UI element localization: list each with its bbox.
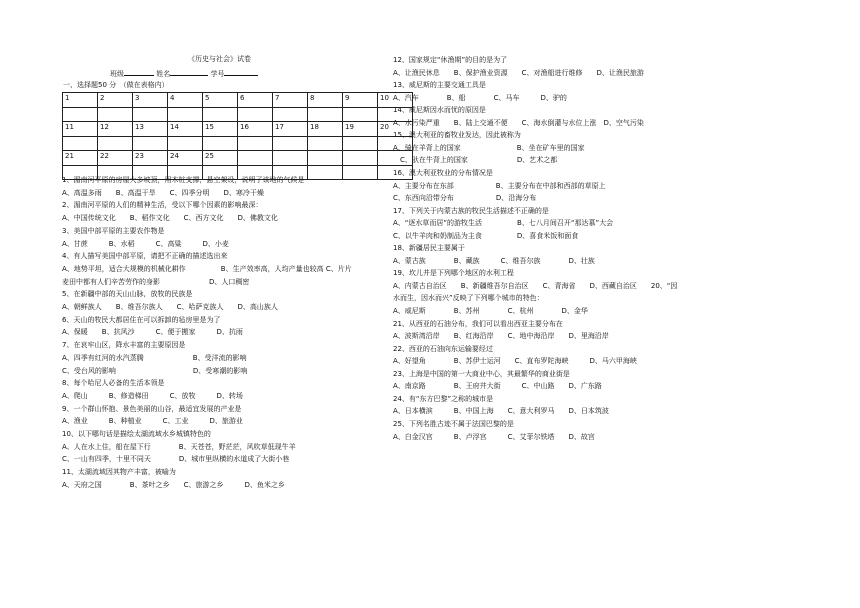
answer-cell[interactable]: 9	[343, 93, 378, 108]
question-line: A、高温多雨 B、高温干旱 C、四季分明 D、寒冷干燥	[62, 188, 264, 197]
question-line: A、天府之国 B、茶叶之乡 C、旅游之乡 D、鱼米之乡	[62, 480, 285, 489]
answer-cell[interactable]: 12	[98, 122, 133, 137]
answer-cell[interactable]: 18	[308, 122, 343, 137]
table-row	[63, 151, 413, 166]
section-heading: 一、选择题50 分 （做在表格内）	[63, 81, 169, 89]
answer-blank[interactable]	[273, 137, 308, 151]
answer-blank[interactable]	[238, 137, 273, 151]
answer-blank[interactable]	[63, 137, 98, 151]
question-line: 水而生，因水而兴”反映了下列哪个城市的特色：	[393, 294, 544, 303]
question-line: A、渔业 B、种植业 C、工业 D、旅游业	[62, 417, 243, 426]
question-line: 22、西亚的石油向东运输要经过	[393, 344, 493, 353]
question-line: 18、新疆居民主要属于	[393, 244, 465, 253]
question-line: 6、天山的牧民大都居住在可以拆卸的毡房里是为了	[62, 315, 221, 324]
answer-blank[interactable]	[238, 108, 273, 122]
question-line: A、人在水上住，船在屋下行 B、天苍苍，野茫茫，风吹草低现牛羊	[62, 442, 296, 451]
answer-cell[interactable]: 7	[273, 93, 308, 108]
answer-cell[interactable]	[308, 151, 343, 166]
question-line: C、受台风的影响 D、受寒潮的影响	[62, 366, 248, 375]
question-line: A、水污染严重 B、陆上交通不便 C、海水倒灌与水位上涨 D、空气污染	[393, 118, 644, 127]
question-line: 14、威尼斯因水而忧的原因是	[393, 106, 486, 115]
class-label: 班级	[110, 70, 124, 78]
answer-blank[interactable]	[343, 166, 378, 180]
answer-blank[interactable]	[308, 108, 343, 122]
id-label: 学号	[210, 70, 225, 78]
answer-cell[interactable]: 6	[238, 93, 273, 108]
answer-cell[interactable]: 17	[273, 122, 308, 137]
question-line: A、四季有红河的水汽蒸腾 B、受洋流的影响	[62, 353, 247, 362]
answer-cell[interactable]: 11	[63, 122, 98, 137]
answer-blank[interactable]	[273, 108, 308, 122]
answer-cell[interactable]: 10	[378, 93, 413, 108]
class-field[interactable]	[124, 68, 154, 76]
name-label: 姓名	[156, 70, 171, 78]
question-line: A、爬山 B、修造梯田 C、放牧 D、转场	[62, 391, 243, 400]
answer-blank[interactable]	[63, 108, 98, 122]
answer-blank[interactable]	[98, 137, 133, 151]
question-line: 9、一个群山怀抱、景色美丽的山谷，最适宜发展的产业是	[62, 404, 242, 413]
name-field[interactable]	[170, 68, 208, 76]
question-line: C、东西向沿带分布 D、沿海分布	[393, 194, 537, 203]
question-line: C、以牛羊肉和奶制品为主食 D、喜食米饭和面食	[393, 231, 579, 240]
answer-cell[interactable]: 16	[238, 122, 273, 137]
question-line: 4、有人描写美国中部平原，请把不正确的描述选出来	[62, 252, 228, 261]
table-row	[63, 122, 413, 137]
answer-cell[interactable]: 5	[203, 93, 238, 108]
question-line: 11、太湖流域因其物产丰富，被喻为	[62, 468, 176, 477]
answer-cell[interactable]: 3	[133, 93, 168, 108]
question-line: 5、在新疆中部的天山山脉，放牧的民族是	[62, 290, 193, 299]
answer-cell[interactable]: 22	[98, 151, 133, 166]
answer-blank[interactable]	[308, 137, 343, 151]
answer-cell[interactable]: 8	[308, 93, 343, 108]
question-line: 12、国家规定“休渔期”的目的是为了	[393, 56, 508, 64]
question-line: 23、上海是中国的第一大商业中心，其最繁华的商业街是	[393, 369, 570, 378]
answer-blank[interactable]	[343, 108, 378, 122]
question-line: A、好望角 B、苏伊士运河 C、直布罗陀海峡 D、马六甲海峡	[393, 357, 637, 366]
question-line: 25、下列名胜古迹不属于法国巴黎的是	[393, 419, 514, 428]
answer-blank[interactable]	[133, 108, 168, 122]
answer-blank[interactable]	[343, 137, 378, 151]
question-line: C、驮在牛背上的国家 D、艺术之都	[400, 156, 558, 165]
question-line: A、朝鲜族人 B、维吾尔族人 C、哈萨克族人 D、高山族人	[62, 303, 278, 311]
answer-cell[interactable]	[273, 151, 308, 166]
question-line: A、波斯湾沿岸 B、红海沿岸 C、地中海沿岸 D、里海沿岸	[393, 332, 609, 341]
student-info-line	[110, 68, 258, 79]
answer-cell[interactable]: 19	[343, 122, 378, 137]
answer-blank[interactable]	[168, 137, 203, 151]
question-line: A、保暖 B、抗风沙 C、便于搬家 D、抗雨	[62, 328, 243, 337]
table-row	[63, 108, 413, 122]
question-line: 17、下列关于内蒙古族的牧民生活描述不正确的是	[393, 206, 549, 215]
answer-cell[interactable]: 14	[168, 122, 203, 137]
question-line: 16、澳大利亚牧业的分布情况是	[393, 168, 493, 177]
answer-cell[interactable]: 13	[133, 122, 168, 137]
answer-cell[interactable]: 15	[203, 122, 238, 137]
question-line: 19、坎儿井是下列哪个地区的水利工程	[393, 269, 514, 278]
answer-cell[interactable]: 24	[168, 151, 203, 166]
question-line: 麦田中都有人们辛苦劳作的身影 D、人口稠密	[62, 277, 250, 286]
page-title: 《历史与社会》试卷	[188, 55, 251, 63]
table-row	[63, 137, 413, 151]
question-line: C、一山有四季，十里不同天 D、城市里纵横的水道成了大街小巷	[62, 455, 290, 464]
answer-blank[interactable]	[203, 137, 238, 151]
question-line: A、内蒙古自治区 B、新疆维吾尔自治区 C、青海省 D、西藏自治区 20、“因	[393, 281, 678, 290]
question-line: A、主要分布在东部 B、主要分布在中部和西部的草原上	[393, 181, 606, 190]
question-line: A、“逐水草而居”的游牧生活 B、七八月间召开“那达慕”大会	[393, 219, 614, 228]
question-line: 10、以下哪句话是描绘太湖流域水乡城镇特色的	[62, 430, 211, 438]
answer-blank[interactable]	[203, 108, 238, 122]
question-line: 1、湄南河平原的房屋大多坡顶，用木桩支撑，悬空架设，说明了该地的气候是	[62, 176, 305, 184]
answer-cell[interactable]	[343, 151, 378, 166]
question-line: A、骑在羊背上的国家 B、坐在矿车里的国家	[393, 143, 585, 152]
answer-cell[interactable]: 2	[98, 93, 133, 108]
question-line: A、白金汉宫 B、卢浮宫 C、艾菲尔铁塔 D、故宫	[393, 432, 595, 441]
answer-cell[interactable]	[238, 151, 273, 166]
answer-cell[interactable]: 1	[63, 93, 98, 108]
question-line: A、中国传统文化 B、稻作文化 C、西方文化 D、佛教文化	[62, 214, 278, 223]
question-line: 21、从西亚的石油分布，我们可以看出西亚主要分布在	[393, 319, 563, 328]
answer-cell[interactable]: 4	[168, 93, 203, 108]
answer-cell[interactable]: 25	[203, 151, 238, 166]
question-line: A、地势平坦，适合大规模的机械化耕作 B、生产效率高，人均产量也较高 C、片片	[62, 264, 352, 273]
question-line: A、日本横滨 B、中国上海 C、意大利罗马 D、日本筑波	[393, 407, 609, 416]
answer-blank[interactable]	[308, 166, 343, 180]
answer-cell[interactable]: 20	[378, 122, 413, 137]
answer-blank[interactable]	[133, 137, 168, 151]
question-line: A、让渔民休息 B、保护渔业资源 C、对渔船进行维修 D、让渔民旅游	[393, 68, 644, 77]
question-line: A、甘蔗 B、水稻 C、高粱 D、小麦	[62, 239, 229, 248]
question-line: A、蒙古族 B、藏族 C、维吾尔族 D、壮族	[393, 256, 595, 265]
answer-cell[interactable]: 23	[133, 151, 168, 166]
question-line: 3、美国中部平原的主要农作物是	[62, 226, 165, 235]
table-row	[63, 93, 413, 108]
answer-blank[interactable]	[168, 108, 203, 122]
answer-blank[interactable]	[98, 108, 133, 122]
answer-cell[interactable]: 21	[63, 151, 98, 166]
id-field[interactable]	[224, 68, 258, 76]
question-line: 8、每个哈尼人必备的生活本领是	[62, 379, 165, 388]
question-line: 24、有“东方巴黎”之称的城市是	[393, 394, 494, 403]
question-line: A、南京路 B、王府井大街 C、中山路 D、广东路	[393, 382, 602, 391]
question-line: A、汽车 B、船 C、马车 D、驴的	[393, 93, 567, 102]
question-line: 2、湄南河平原的人们的精神生活，受以下哪个因素的影响最深：	[62, 201, 263, 210]
question-line: A、威尼斯 B、苏州 C、杭州 D、金华	[393, 307, 588, 315]
answer-table	[62, 92, 413, 180]
question-line: 13、威尼斯的主要交通工具是	[393, 81, 486, 90]
question-line: 7、在哀牢山区，降水丰富的主要原因是	[62, 341, 186, 350]
question-line: 15、澳大利亚的畜牧业发达，因此被称为	[393, 131, 521, 140]
